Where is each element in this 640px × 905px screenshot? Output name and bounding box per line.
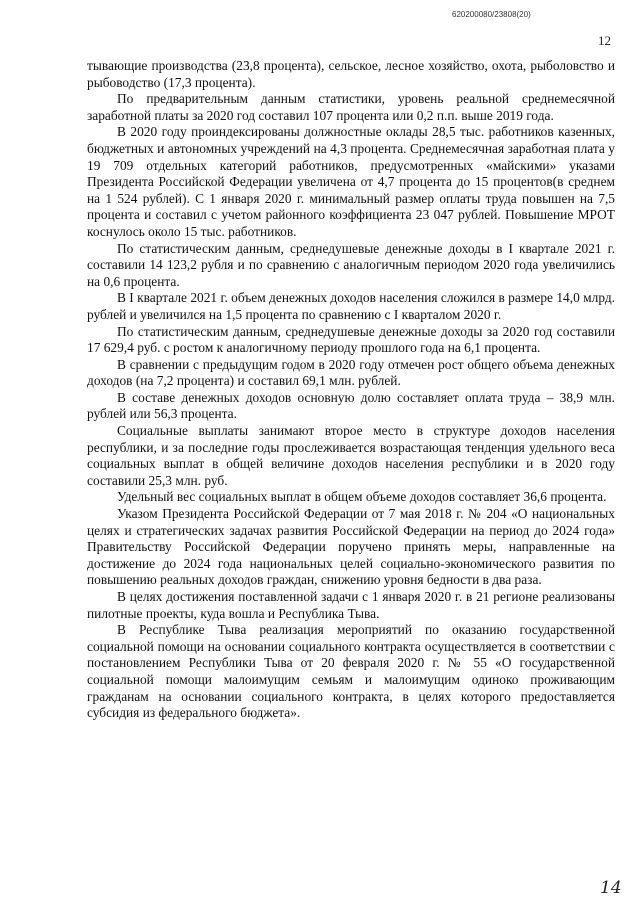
- paragraph: Удельный вес социальных выплат в общем объеме доходов составляет 36,6 процента.: [117, 489, 607, 505]
- document-body: [87, 58, 615, 722]
- handwritten-page-number: 14: [600, 878, 622, 898]
- paragraph: В составе денежных доходов основную долю составляет оплата труда – 38,9 млн. рублей или 56,3 процента.: [87, 389, 615, 422]
- paragraph: По предварительным данным статистики, уровень реальной среднемесячной заработной платы за 2020 год составил 107 процента или 0,2 п.п. выше 2019 года.: [87, 91, 615, 123]
- paragraph: В целях достижения поставленной задачи с 1 января 2020 г. в 21 регионе реализованы пилотные проекты, куда вошла и Республика Тыва.: [87, 589, 615, 621]
- paragraph: В 2020 году проиндексированы должностные оклады 28,5 тыс. работников казенных, бюджетных и автономных учреждений на 4,3 процента. Среднемесячная заработная плата у 19 709 отдельных категорий работников, предусмотренных «майскими» указами Президента Российской Федерации увеличена от 4,7 процента до 15 процентов(в среднем на 1 524 рублей). С 1 января 2020 г. минимальный размер оплаты труда повышен на 7,5 процента и составил с учетом районного коэффициента 23 047 рублей. Повышение МРОТ коснулось около 15 тыс. работников.: [87, 124, 615, 239]
- paragraph: В сравнении с предыдущим годом в 2020 году отмечен рост общего объема денежных доходов (на 7,2 процента) и составил 69,1 млн. рублей.: [87, 356, 615, 389]
- paragraph: В Республике Тыва реализация мероприятий по оказанию государственной социальной помощи на основании социального контракта осуществляется в соответствии с постановлением Республики Тыва от 20 февраля 2020 г. № 55 «О государственной социальной помощи малоимущим семьям и малоимущим одиноко проживающим гражданам на основании социального контракта, в целях которого предоставляется субсидия из федерального бюджета».: [87, 622, 615, 721]
- paragraph: Социальные выплаты занимают второе место в структуре доходов населения республики, и за последние годы прослеживается возрастающая тенденция удельного веса социальных выплат в общей величине доходов населения республики и в 2020 году составили 25,3 млн. руб.: [87, 423, 615, 488]
- paragraph: Указом Президента Российской Федерации от 7 мая 2018 г. № 204 «О национальных целях и стратегических задачах развития Российской Федерации на период до 2024 года» Правительству Российской Федерации поручено принять меры, направленные на достижение до 2024 года национальных целей социально-экономического развития по повышению реальных доходов граждан, снижению уровня бедности в два раза.: [87, 506, 615, 588]
- page-number: 12: [598, 33, 611, 48]
- paragraph: По статистическим данным, среднедушевые денежные доходы за 2020 год составили 17 629,4 руб. с ростом к аналогичному периоду прошлого года на 6,1 процента.: [87, 323, 615, 356]
- paragraph: По статистическим данным, среднедушевые денежные доходы в I квартале 2021 г. составили 14 123,2 рубля и по сравнению с аналогичным периодом 2020 года увеличились на 0,6 процента.: [87, 240, 615, 289]
- document-id: 620200080/23808(20): [452, 10, 531, 19]
- paragraph: В I квартале 2021 г. объем денежных доходов населения сложился в размере 14,0 млрд. рублей и увеличился на 1,5 процента по сравнению с I кварталом 2020 г.: [87, 290, 615, 322]
- paragraph: тывающие производства (23,8 процента), сельское, лесное хозяйство, охота, рыболовство и рыбоводство (17,3 процента).: [87, 58, 615, 90]
